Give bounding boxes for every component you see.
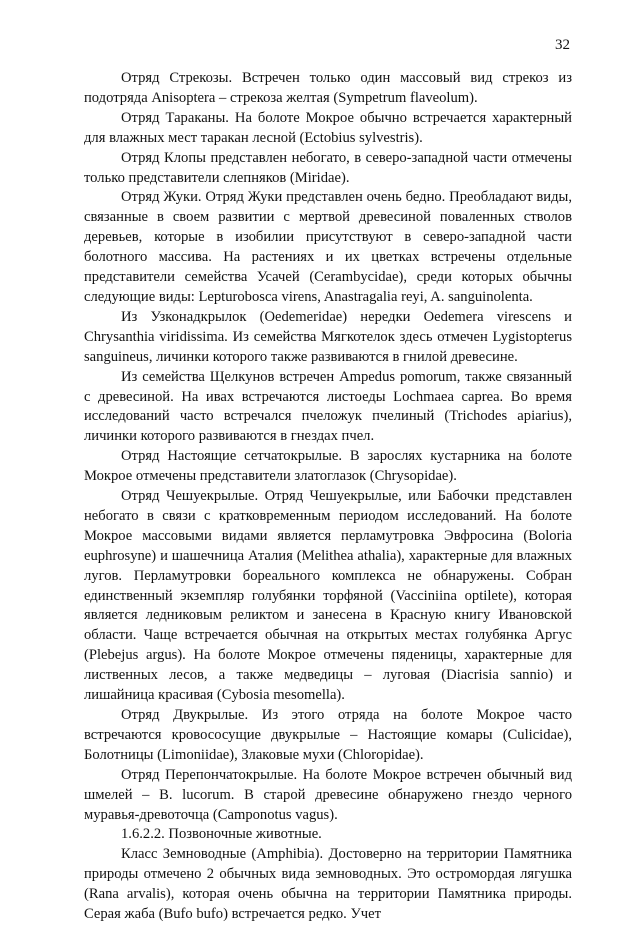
paragraph-bugs: Отряд Клопы представлен небогато, в северо-западной части отмечены только представители слепняков (Miridae). xyxy=(84,149,572,186)
paragraph-cockroaches: Отряд Тараканы. На болоте Мокрое обычно встречается характерный для влажных мест таракан лесной (Ectobius sylvestris). xyxy=(84,109,572,146)
page-number: 32 xyxy=(555,37,570,53)
paragraph-diptera: Отряд Двукрылые. Из этого отряда на болоте Мокрое часто встречаются кровососущие двукрылые – Настоящие комары (Culicidae), Болотницы (Limoniidae), Злаковые мухи (Chloropidae). xyxy=(84,707,572,763)
paragraph-dragonflies: Отряд Стрекозы. Встречен только один массовый вид стрекоз из подотряда Anisoptera – стрекоза желтая (Sympetrum flaveolum). xyxy=(84,70,572,106)
paragraph-hymenoptera: Отряд Перепончатокрылые. На болоте Мокрое встречен обычный вид шмелей – B. lucorum. В старой древесине обнаружено гнездо черного муравья-древоточца (Camponotus vagus). xyxy=(84,766,572,823)
paragraph-click-beetles: Из семейства Щелкунов встречен Ampedus pomorum, также связанный с древесиной. На ивах встречаются листоеды Lochmaea caprea. Во время исследований часто встречался пчеложук пчелиный (Trichodes apiarius), личинки которого развиваются в гнездах пчел. xyxy=(84,368,572,445)
page-content xyxy=(84,69,572,925)
paragraph-oedemeridae: Из Узконадкрылок (Oedemeridae) нередки Oedemera virescens и Chrysanthia viridissima. Из семейства Мягкотелок здесь отмечен Lygistopterus sanguineus, личинки которого также развиваются в гнилой древесине. xyxy=(84,308,572,365)
paragraph-amphibians: Класс Земноводные (Amphibia). Достоверно на территории Памятника природы отмечено 2 обычных вида земноводных. Это остромордая лягушка (Rana arvalis), которая очень обычна на территории Памятника природы. Серая жаба (Bufo bufo) встречается редко. Учет xyxy=(84,846,572,923)
section-heading-vertebrates: 1.6.2.2. Позвоночные животные. xyxy=(121,826,322,843)
paragraph-lacewings: Отряд Настоящие сетчатокрылые. В зарослях кустарника на болоте Мокрое отмечены представители златоглазок (Chrysopidae). xyxy=(84,448,572,485)
paragraph-butterflies: Отряд Чешуекрылые. Отряд Чешуекрылые, или Бабочки представлен небогато в связи с кратковременным периодом исследований. На болоте Мокрое массовыми видами является перламутровка Эвфросина (Boloria euphrosyne) и шашечница Аталия (Melithea athalia), характерные для влажных лугов. Перламутровки бореального комплекса не обнаружены. Собран единственный экземпляр голубянки торфяной (Vacciniina optilete), которая является ледниковым реликтом и занесена в Красную книгу Ивановской области. Чаще встречается обычная на открытых местах голубянка Аргус (Plebejus argus). На болоте Мокрое отмечены пяденицы, характерные для лиственных лесов, а также медведицы – луговая (Diacrisia sannio) и лишайница красивая (Cybosia mesomella). xyxy=(84,488,572,704)
paragraph-beetles: Отряд Жуки. Отряд Жуки представлен очень бедно. Преобладают виды, связанные в своем развитии с мертвой древесиной поваленных стволов деревьев, которые в изобилии присутствуют в северо-западной части болотного массива. На растениях и их цветках встречены отдельные представители семейства Усачей (Cerambycidae), среди которых обычны следующие виды: Lepturobosca virens, Anastragalia reyi, A. sanguinolenta. xyxy=(84,189,572,305)
